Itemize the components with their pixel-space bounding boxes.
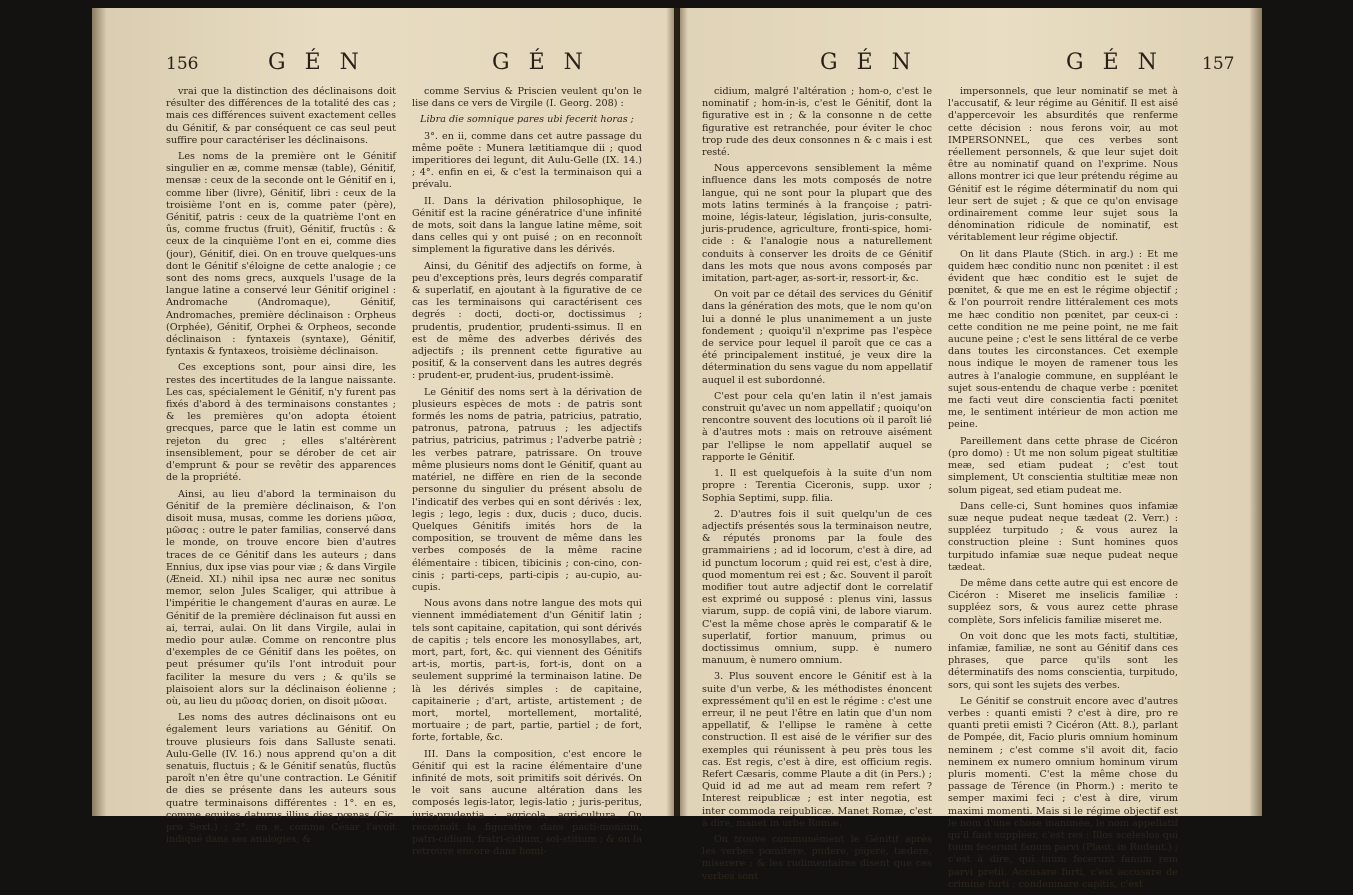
paragraph: Ainsi, du Génitif des adjectifs on forme, à peu d'exceptions près, leurs degrés comparatif & superlatif, en ajoutant à la figurative de ce cas les terminaisons qui caractérisent ces degrés : docti, docti-or, doctissimus ; prudentis, prudentior, prudenti-ssimus. Il en est de même des adverbes dérivés des adjectifs ; ils prennent cette figurative au positif, & la conservent dans les autres degrés : prudent-er, prudent-ius, prudent-issimè.: [412, 260, 642, 382]
paragraph: Les noms des autres déclinaisons ont eu également leurs variations au Génitif. On trouve plusieurs fois dans Salluste senati. Aulu-Gelle (IV. 16.) nous apprend qu'on a dit senatuis, fluctuis ; & le Génitif senatûs, fluctûs paroît n'en être qu'une contraction. Le Génitif de dies se présente dans les auteurs sous quatre terminaisons différentes : 1°. en es, comme equites daturus illius dies pœnas (Cic. pro Sext.) ; 2°. en e, comme César l'avoit indiqué dans ses analogies, &: [166, 712, 396, 846]
paragraph: 1. Il est quelquefois à la suite d'un nom propre : Terentia Ciceronis, supp. uxor ; Sophia Septimi, supp. filia.: [702, 468, 932, 504]
right-page: [680, 8, 1262, 890]
paragraph: 2. D'autres fois il suit quelqu'un de ces adjectifs présentés sous la terminaison neutre, & réputés pronoms par la foule des grammairiens ; ad id locorum, c'est à dire, ad id punctum locorum ; quid rei est, c'est à dire, quod momentum rei est ; &c. Souvent il paroît modifier tout autre adjectif dont le correlatif est exprimé ou supposé : plenus vini, lassus viarum, supp. de copiâ vini, de labore viarum. C'est la même chose après le comparatif & le superlatif, fortior manuum, primus ou doctissimus omnium, supp. è numero manuum, è numero omnium.: [702, 508, 932, 667]
paragraph: Nous appercevons sensiblement la même influence dans les mots composés de notre langue, qui ne sont pour la plupart que des mots latins terminés à la françoise ; patri-moine, légis-lateur, législation, juris-consulte, juris-prudence, agriculture, fronti-spice, homi-cide : & l'analogie nous a naturellement conduits à conserver les droits de ce Génitif dans les mots que nous avons composés par imitation, part-ager, as-sort-ir, ressort-ir, &c.: [702, 163, 932, 285]
right-page-edge: [1250, 8, 1262, 816]
book-spread: [92, 8, 1262, 890]
left-page-column-1: [166, 86, 396, 850]
left-page-column-2: [412, 86, 642, 862]
paragraph: Ces exceptions sont, pour ainsi dire, les restes des incertitudes de la langue naissante. Les cas, spécialement le Génitif, n'y furent pas fixés d'abord à des terminaisons constantes ; & les premières qu'on adopta étoient grecques, parce que le latin est comme un rejeton du grec ; elles s'altérèrent insensiblement, pour se dérober de cet air d'emprunt & pour se revêtir des apparences de la propriété.: [166, 362, 396, 484]
paragraph: 3°. en ii, comme dans cet autre passage du même poëte : Munera lætitiamque dii ; quod imperitiores dei legunt, dit Aulu-Gelle (IX. 14.) ; 4°. enfin en ei, & c'est la terminaison qui a prévalu.: [412, 130, 642, 191]
paragraph: C'est pour cela qu'en latin il n'est jamais construit qu'avec un nom appellatif ; quoiqu'on rencontre souvent des locutions où il paroît lié à d'autres mots : mais on retrouve aisément par l'ellipse le nom appellatif auquel se rapporte le Génitif.: [702, 390, 932, 463]
paragraph: Dans celle-ci, Sunt homines quos infamiæ suæ neque pudeat neque tædeat (2. Verr.) : suppléez turpitudo ; & vous aurez la construction pleine : Sunt homines quos turpitudo infamiæ suæ neque pudeat neque tædeat.: [948, 500, 1178, 573]
paragraph: Pareillement dans cette phrase de Cicéron (pro domo) : Ut me non solum pigeat stultitiæ meæ, sed etiam pudeat ; c'est tout simplement, Ut conscientia stultitiæ meæ non solum pigeat, sed etiam pudeat me.: [948, 435, 1178, 496]
running-head-left-col2: G É N: [492, 50, 589, 75]
book-gutter: [666, 8, 688, 816]
paragraph: On voit donc que les mots facti, stultitiæ, infamiæ, familiæ, ne sont au Génitif dans ces phrases, que parce qu'ils sont les déterminatifs des noms conscientia, turpitudo, sors, qui sont les sujets des verbes.: [948, 630, 1178, 691]
left-page-edge: [92, 8, 106, 816]
verse-citation: Libra die somnique pares ubi fecerit horas ;: [420, 114, 634, 126]
paragraph: impersonnels, que leur nominatif se met à l'accusatif, & leur régime au Génitif. Il est aisé d'appercevoir les absurdités que renferme cette décision : nous ferons voir, au mot IMPERSONNEL, que ces verbes sont réellement personnels, & que leur sujet doit être au nominatif quand on l'exprime. Nous allons montrer ici que leur prétendu régime au Génitif est le régime déterminatif du nom qui leur sert de sujet ; & que ce qu'on envisage ordinairement comme leur sujet sous la dénomination ridicule de nominatif, est véritablement leur régime objectif.: [948, 86, 1178, 244]
paragraph: Le Génitif se construit encore avec d'autres verbes : quanti emisti ? c'est à dire, pro re quanti pretii emisti ? Cicéron (Att. 8.), parlant de Pompée, dit, Facio pluris omnium hominum neminem ; c'est comme s'il avoit dit, facio neminem ex numero omnium hominum virum pluris momenti. C'est la même chose du passage de Térence (in Phorm.) : merito te semper maximi feci ; c'est à dire, virum maximi momenti. Mais si le régime objectif est le nom d'une chose inanimée, le nom appellatif qu'il faut suppléer, c'est res : Illos sceleslos qui tuum fecerunt fanum parvi (Plaut. in Rudent.) ; c'est à dire, qui tuum fecerunt fanum rem parvi pretii. Accusare furti, c'est accusare de crimine furti ; condemnare capitis, c'est: [948, 695, 1178, 890]
paragraph: Les noms de la première ont le Génitif singulier en æ, comme mensæ (table), Génitif, mensæ : ceux de la seconde ont le Génitif en i, comme liber (livre), Génitif, libri : ceux de la troisième l'ont en is, comme pater (père), Génitif, patris : ceux de la quatrième l'ont en ûs, comme fructus (fruit), Génitif, fructûs : & ceux de la cinquième l'ont en ei, comme dies (jour), Génitif, diei. On en trouve quelques-uns dont le Génitif s'éloigne de cette analogie ; ce sont des noms grecs, auxquels l'usage de la langue latine a conservé leur Génitif originel : Andromache (Andromaque), Génitif, Andromaches, première déclinaison : Orpheus (Orphée), Génitif, Orphei & Orpheos, seconde déclinaison : fyntaxeis (syntaxe), Génitif, fyntaxis & fyntaxeos, troisième déclinaison.: [166, 151, 396, 358]
running-head-right-col2: G É N: [1066, 50, 1163, 75]
running-head-left-col1: G É N: [268, 50, 365, 75]
paragraph: De même dans cette autre qui est encore de Cicéron : Miseret me inselicis familiæ : suppléez sors, & vous aurez cette phrase complète, Sors infelicis familiæ miseret me.: [948, 577, 1178, 626]
paragraph: 3. Plus souvent encore le Génitif est à la suite d'un verbe, & les méthodistes énoncent expressément qu'il en est le régime : c'est une erreur, il ne peut l'être en latin que d'un nom appellatif, & l'ellipse le ramène à cette construction. Il est aisé de le vérifier sur des exemples qui réunissent à peu près tous les cas. Est regis, c'est à dire, est officium regis. Refert Cæsaris, comme Plaute a dit (in Pers.) ; Quid id ad me aut ad meam rem refert ? Interest reipublicæ ; est inter negotia, est inter commoda reipublicæ. Manet Romæ, c'est à dire, manet in urbe Romæ.: [702, 671, 932, 829]
paragraph: On voit par ce détail des services du Génitif dans la génération des mots, que le nom qu'on lui a donné le plus unanimement a un juste fondement ; quoiqu'il n'exprime pas l'espèce de service pour lequel il paroît que ce cas a été principalement institué, je veux dire la détermination du sens vague du nom appellatif auquel il est subordonné.: [702, 289, 932, 386]
paragraph: vrai que la distinction des déclinaisons doit résulter des différences de la totalité des cas ; mais ces différences suivent exactement celles du Génitif, & par conséquent ce cas seul peut suffire pour caractériser les déclinaisons.: [166, 86, 396, 146]
paragraph: III. Dans la composition, c'est encore le Génitif qui est la racine élémentaire d'une infinité de mots, soit primitifs soit dérivés. On le voit sans aucune altération dans les composés legis-lator, legis-latio ; juris-peritus, juris-prudentia ; agricola, agri-cultura. On reconnoît la figurative dans pacti-monium, patri-cidium, fratri-cidium, sol-stitium ; & on la retrouve encore dans homi-: [412, 748, 642, 858]
paragraph: On lit dans Plaute (Stich. in arg.) : Et me quidem hæc conditio nunc non pœnitet : il est évident que hæc conditio est le sujet de pœnitet, & que me en est le régime objectif ; & l'on pourroit rendre littéralement ces mots me hæc conditio non pœnitet, par ceux-ci : cette condition ne me peine point, ne me fait aucune peine ; c'est le sens littéral de ce verbe dans toutes les circonstances. Cet exemple nous indique le moyen de ramener tous les autres à l'analogie commune, en suppléant le sujet sous-entendu de chaque verbe : pœnitet me facti veut dire conscientia facti pœnitet me, le sentiment intérieur de mon action me peine.: [948, 248, 1178, 431]
right-page-column-2: [948, 86, 1178, 895]
running-head-right-col1: G É N: [820, 50, 917, 75]
page-number-right: 157: [1202, 54, 1235, 74]
paragraph: comme Servius & Priscien veulent qu'on le lise dans ce vers de Virgile (I. Georg. 208) :: [412, 86, 642, 110]
paragraph: Nous avons dans notre langue des mots qui viennent immédiatement d'un Génitif latin ; tels sont capitaine, capitation, qui sont dérivés de capitis ; tels encore les monosyllabes, art, mort, part, fort, &c. qui viennent des Génitifs art-is, mortis, part-is, fort-is, dont on a seulement supprimé la terminaison latine. De là les dérivés simples : de capitaine, capitainerie ; d'art, artiste, artistement ; de mort, mortel, mortellement, mortalité, mortuaire ; de part, partie, partiel ; de fort, forte, fortable, &c.: [412, 598, 642, 744]
paragraph: Ainsi, au lieu d'abord la terminaison du Génitif de la première déclinaison, & l'on disoit musa, musas, comme les doriens μῶσα, μῶσας : outre le pater familias, conservé dans le monde, on trouve encore bien d'autres traces de ce Génitif dans les auteurs ; dans Ennius, dux ipse vias pour viæ ; & dans Virgile (Æneid. XI.) nihil ipsa nec auræ nec sonitus memor, selon Jules Scaliger, qui attribue à l'impéritie le changement d'auras en auræ. Le Génitif de la première déclinaison fut aussi en ai, terrai, aulai. On lit dans Virgile, aulai in medio pour aulæ. Comme on rencontre plus d'exemples de ce Génitif dans les poëtes, on peut présumer qu'ils l'ont introduit pour faciliter la mesure du vers ; & qu'ils se plaisoient alors sur la déclinaison éolienne ; où, au lieu du μῶσας dorien, on disoit μῶσαι.: [166, 488, 396, 707]
right-page-column-1: [702, 86, 932, 887]
paragraph: II. Dans la dérivation philosophique, le Génitif est la racine génératrice d'une infinité de mots, soit dans la langue latine même, soit dans celles qui y ont puisé ; on en reconnoît simplement la figurative dans les dérivés.: [412, 195, 642, 256]
paragraph: Le Génitif des noms sert à la dérivation de plusieurs espèces de mots : de patris sont formés les noms de patria, patricius, patratio, patronus, patrona, patruus ; les adjectifs patrius, patricius, patrimus ; l'adverbe patriè ; les verbes patrare, patrissare. On trouve même plusieurs noms dont le Génitif, quant au matériel, ne diffère en rien de la seconde personne du singulier du présent absolu de l'indicatif des verbes qui en sont dérivés : lex, legis ; lego, legis : dux, ducis ; duco, ducis. Quelques Génitifs imités hors de la composition, se trouvent de même dans les verbes composés de la même racine élémentaire : tibicen, tibicinis ; con-cino, con-cinis ; parti-ceps, parti-cipis ; au-cupio, au-cupis.: [412, 386, 642, 593]
paragraph: On trouve communément le Génitif après les verbes pœnitere, pudere, pigere, tædere, miserere ; & les rudimentaires disent que ces verbes sont: [702, 833, 932, 882]
paragraph: cidium, malgré l'altération ; hom-o, c'est le nominatif ; hom-in-is, c'est le Génitif, dont la figurative est in ; & la consonne n de cette figurative est retranchée, pour éviter le choc trop rude des deux consonnes n & c mais i est resté.: [702, 86, 932, 159]
left-page: [92, 8, 674, 858]
page-number-left: 156: [166, 54, 199, 74]
